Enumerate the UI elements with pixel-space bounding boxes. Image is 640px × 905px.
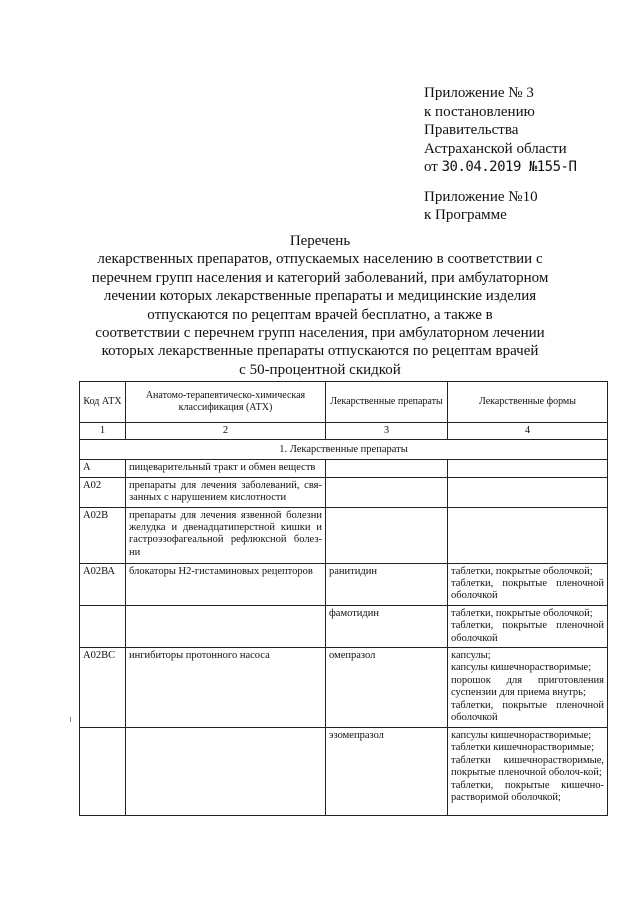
approval-line-appendix: Приложение № 3 [424,85,534,101]
cell-classification: ингибиторы протонного насоса [126,648,326,728]
title-line-5: отпускаются по рецептам врачей бесплатно, а также в [147,306,493,323]
table-row [80,477,608,507]
table-row [80,648,608,728]
table-header-row [80,382,608,423]
dosage-form-item: таблетки, покрытые оболочкой; [451,607,593,619]
table-row [80,728,608,816]
dosage-form-item: капсулы; [451,650,491,662]
cell-code: А02ВА [80,563,126,605]
section-title: 1. Лекарственные препараты [80,440,608,460]
cell-drug: фамотидин [326,605,448,647]
dosage-form-item: таблетки кишечнорастворимые, покрытые пленочной оболоч-кой; [451,754,604,779]
table-row [80,460,608,477]
cell-classification [126,728,326,816]
dosage-form-item: капсулы кишечнорастворимые; [451,730,592,742]
section-row [80,440,608,460]
cell-classification: препараты для лечения заболеваний, свя-занных с нарушением кислотности [126,477,326,507]
cell-forms [448,728,608,816]
approval-block [424,84,634,225]
cell-classification: пищеварительный тракт и обмен веществ [126,460,326,477]
title-line-3: перечнем групп населения и категорий заболеваний, при амбулаторном [91,269,549,286]
approval-gap [424,177,634,188]
program-appendix-line: Приложение №10 [424,188,538,205]
cell-drug [326,460,448,477]
table-row [80,563,608,605]
title-line-4: лечении которых лекарственные препараты и медицинские изделия [103,288,537,305]
table-body [80,460,608,816]
approval-line-government: Правительства [424,122,519,138]
column-number-1: 1 [80,423,126,440]
column-number-row [80,423,608,440]
cell-classification [126,605,326,647]
header-drugs: Лекарственные препараты [326,382,448,423]
document-title [80,232,560,379]
table-row [80,605,608,647]
dosage-form-item: таблетки, покрытые оболочкой; [451,565,593,577]
title-line-1: Перечень [289,233,351,249]
approval-line-region: Астраханской области [424,140,567,157]
program-line: к Программе [424,207,507,223]
header-code: Код АТХ [80,382,126,423]
cell-code: А02В [80,507,126,563]
header-forms: Лекарственные формы [448,382,608,423]
column-number-2: 2 [126,423,326,440]
approval-date-prefix: от [424,159,442,175]
dosage-form-item: таблетки, покрытые пленочной оболочкой [451,620,604,644]
cell-classification: блокаторы Н2-гистаминовых рецепторов [126,563,326,605]
dosage-form-item: капсулы кишечнорастворимые; [451,662,592,674]
drug-list-table [79,381,608,816]
dosage-form-item: таблетки кишечнорастворимые; [451,742,595,754]
cell-code: А02ВС [80,648,126,728]
column-number-4: 4 [448,423,608,440]
cell-code [80,728,126,816]
dosage-form-item: таблетки, покрытые кишечно-растворимой оболочкой; [451,779,604,804]
approval-date-number: 30.04.2019 №155-П [441,159,577,175]
cell-drug: омепразол [326,648,448,728]
cell-forms [448,507,608,563]
cell-drug: эзомепразол [326,728,448,816]
column-number-3: 3 [326,423,448,440]
cell-forms [448,605,608,647]
title-line-2: лекарственных препаратов, отпускаемых населению в соответствии с [97,251,543,268]
table-row [80,507,608,563]
approval-line-resolution: к постановлению [424,103,535,120]
cell-forms [448,563,608,605]
cell-code [80,605,126,647]
cell-forms [448,648,608,728]
cell-code: А [80,460,126,477]
title-line-8: с 50-процентной скидкой [239,361,401,378]
cell-classification: препараты для лечения язвенной болезни желудка и двенадцатиперстной кишки и гастроэзофагеальной рефлюксной болез-ни [126,507,326,563]
dosage-form-item: таблетки, покрытые пленочной оболочкой [451,699,604,724]
title-line-6: соответствии с перечнем групп населения, при амбулаторном лечении [95,325,545,342]
cell-forms [448,477,608,507]
title-line-7: которых лекарственные препараты отпускаются по рецептам врачей [101,343,539,360]
cell-forms [448,460,608,477]
cell-drug: ранитидин [326,563,448,605]
margin-mark [70,717,71,722]
header-classification: Анатомо-терапевтическо-химическая классификация (АТХ) [126,382,326,423]
cell-drug [326,507,448,563]
approval-line-date [424,158,634,177]
dosage-form-item: таблетки, покрытые пленочной оболочкой [451,578,604,602]
cell-drug [326,477,448,507]
dosage-form-item: порошок для приготовления суспензии для приема внутрь; [451,674,604,699]
cell-code: А02 [80,477,126,507]
